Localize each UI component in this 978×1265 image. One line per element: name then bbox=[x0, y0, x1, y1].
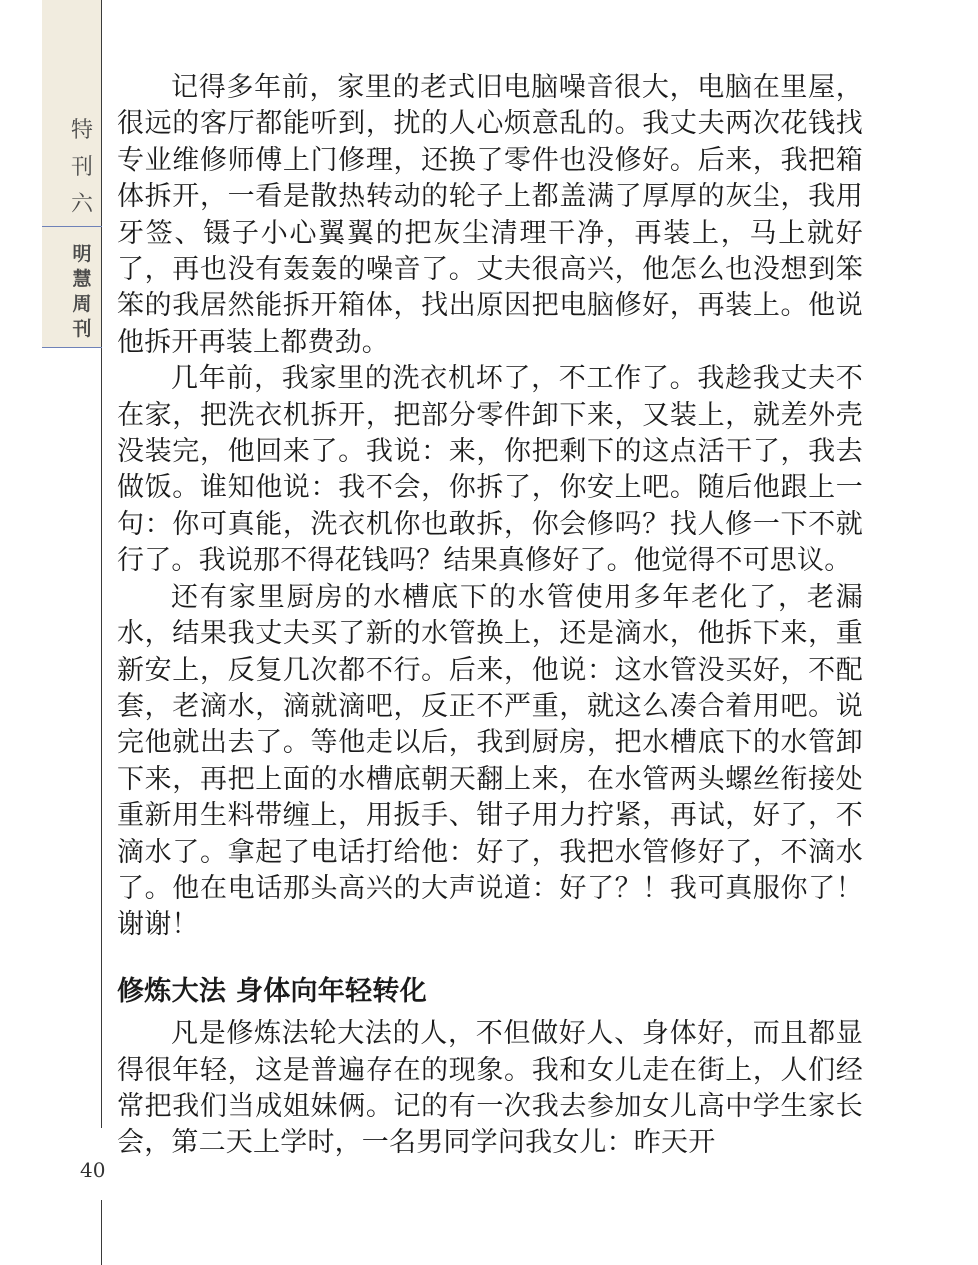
paragraph: 几年前，我家里的洗衣机坏了，不工作了。我趁我丈夫不在家，把洗衣机拆开，把部分零件卸下来，又装上，就差外壳没装完，他回来了。我说：来，你把剩下的这点活干了，我去做饭。谁知他说：我不会，你拆了，你安上吧。随后他跟上一句：你可真能，洗衣机你也敢拆，你会修吗？找人修一下不就行了。我说那不得花钱吗？结果真修好了。他觉得不可思议。 bbox=[117, 363, 863, 577]
section-char: 特 bbox=[70, 118, 93, 143]
section-char: 六 bbox=[70, 192, 93, 217]
section-char: 刊 bbox=[70, 155, 93, 180]
paragraph: 还有家里厨房的水槽底下的水管使用多年老化了，老漏水，结果我丈夫买了新的水管换上，还是滴水，他拆下来，重新安上，反复几次都不行。后来，他说：这水管没买好，不配套，老滴水，滴就滴吧，反正不严重，就这么凑合着用吧。说完他就出去了。等他走以后，我到厨房，把水槽底下的水管卸下来，再把上面的水槽底朝天翻上来，在水管两头螺丝衔接处重新用生料带缠上，用扳手、钳子用力拧紧，再试，好了，不滴水了。拿起了电话打给他：好了，我把水管修好了，不滴水了。他在电话那头高兴的大声说道：好了？！我可真服你了！谢谢！ bbox=[117, 581, 863, 941]
paragraph: 记得多年前，家里的老式旧电脑噪音很大，电脑在里屋，很远的客厅都能听到，扰的人心烦意乱的。我丈夫两次花钱找专业维修师傅上门修理，还换了零件也没修好。后来，我把箱体拆开，一看是散热转动的轮子上都盖满了厚厚的灰尘，我用牙签、镊子小心翼翼的把灰尘清理干净，再装上，马上就好了，再也没有轰轰的噪音了。丈夫很高兴，他怎么也没想到笨笨的我居然能拆开箱体，找出原因把电脑修好，再装上。他说他拆开再装上都费劲。 bbox=[117, 72, 863, 358]
article-body bbox=[117, 70, 863, 1162]
section-label bbox=[62, 112, 102, 223]
publication-label bbox=[62, 242, 102, 342]
publication-char: 刊 bbox=[72, 318, 92, 340]
paragraph: 凡是修炼法轮大法的人，不但做好人、身体好，而且都显得很年轻，这是普遍存在的现象。我和女儿走在街上，人们经常把我们当成姐妹俩。记的有一次我去参加女儿高中学生家长会，第二天上学时，一名男同学问我女儿：昨天开 bbox=[117, 1018, 863, 1159]
publication-char: 明 bbox=[72, 243, 92, 265]
publication-char: 慧 bbox=[72, 268, 92, 290]
section-heading: 修炼大法 身体向年轻转化 bbox=[117, 975, 427, 1007]
page-number: 40 bbox=[80, 1158, 106, 1182]
margin-divider-top bbox=[42, 226, 102, 227]
publication-char: 周 bbox=[72, 293, 92, 315]
margin-divider-bottom bbox=[42, 347, 102, 348]
